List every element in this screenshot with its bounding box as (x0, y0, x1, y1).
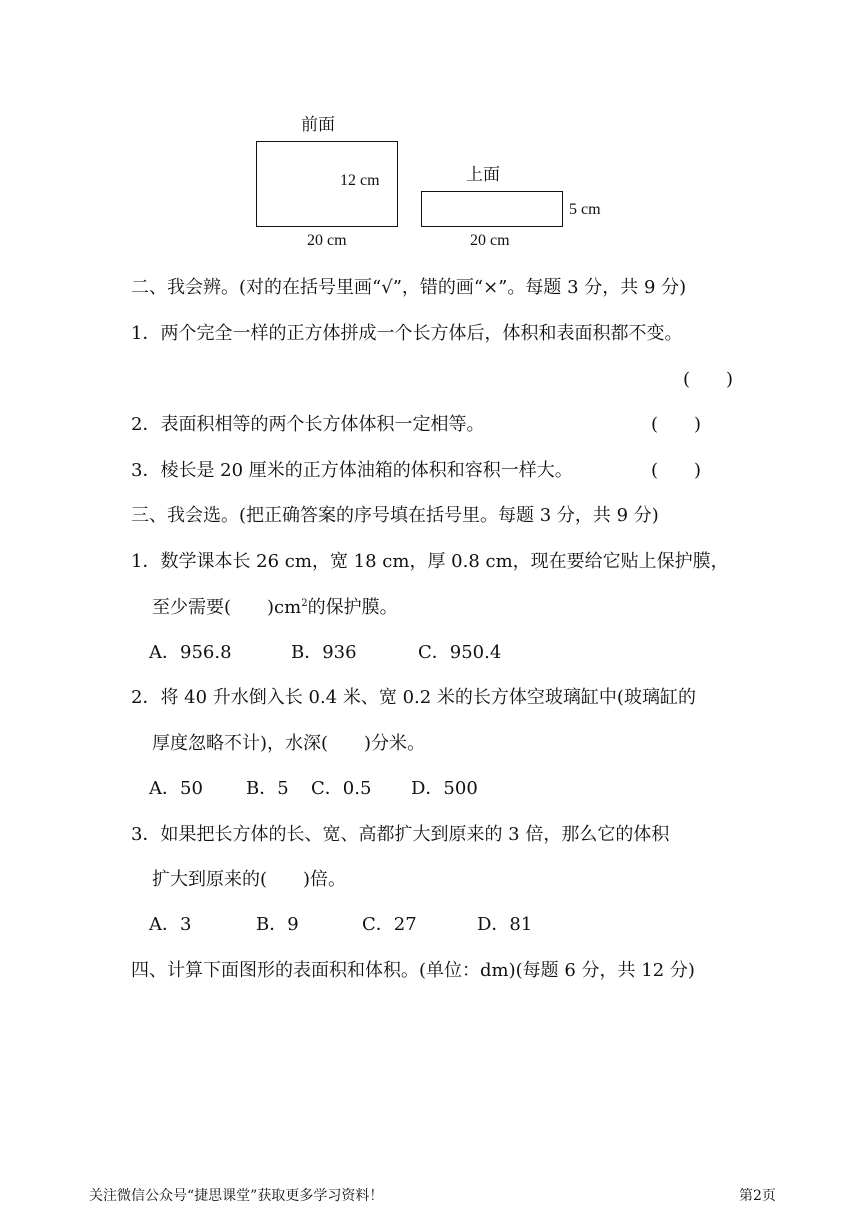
option-3-1-a: A．956.8 (149, 642, 232, 663)
page-number: 第2页 (739, 1188, 776, 1204)
section-3-question-3-line-1: 3．如果把长方体的长、宽、高都扩大到原来的 3 倍，那么它的体积 (131, 824, 670, 845)
option-3-3-d: D．81 (477, 914, 533, 935)
top-width-label: 20 cm (470, 232, 510, 249)
option-3-1-c: C．950.4 (418, 642, 502, 663)
section-2-heading: 二、我会辨。(对的在括号里画“√”，错的画“×”。每题 3 分，共 9 分) (131, 277, 687, 298)
section-2-question-3: 3．棱长是 20 厘米的正方体油箱的体积和容积一样大。 (131, 460, 573, 481)
q1-superscript: 2 (301, 598, 308, 609)
answer-bracket-2-2: ( ) (651, 414, 702, 435)
section-2-question-1: 1．两个完全一样的正方体拼成一个长方体后，体积和表面积都不变。 (131, 323, 683, 344)
q1-line-2-suffix: 的保护膜。 (307, 597, 398, 618)
section-3-heading: 三、我会选。(把正确答案的序号填在括号里。每题 3 分，共 9 分) (131, 505, 659, 526)
front-height-label: 12 cm (340, 172, 380, 189)
front-view-label: 前面 (301, 115, 335, 135)
option-3-1-b: B．936 (291, 642, 357, 663)
option-3-3-b: B．9 (256, 914, 299, 935)
option-3-2-d: D．500 (411, 778, 478, 799)
section-3-question-1-line-2 (152, 599, 398, 617)
option-3-3-a: A．3 (149, 914, 192, 935)
section-3-question-1-line-1: 1．数学课本长 26 cm，宽 18 cm，厚 0.8 cm，现在要给它贴上保护膜， (131, 551, 729, 572)
option-3-2-a: A．50 (149, 778, 203, 799)
option-3-2-c: C．0.5 (311, 778, 372, 799)
option-3-2-b: B．5 (246, 778, 289, 799)
section-3-question-3-line-2: 扩大到原来的( )倍。 (152, 869, 347, 890)
top-view-rectangle (421, 191, 563, 227)
section-4-heading: 四、计算下面图形的表面积和体积。(单位：dm)(每题 6 分，共 12 分) (131, 960, 695, 981)
section-3-question-2-line-1: 2．将 40 升水倒入长 0.4 米、宽 0.2 米的长方体空玻璃缸中(玻璃缸的 (131, 687, 696, 708)
q1-line-2-text: 至少需要( )cm (152, 597, 302, 618)
answer-bracket-2-1: ( ) (683, 369, 734, 390)
top-view-label: 上面 (466, 165, 500, 185)
answer-bracket-2-3: ( ) (651, 460, 702, 481)
section-2-question-2: 2．表面积相等的两个长方体体积一定相等。 (131, 414, 485, 435)
option-3-3-c: C．27 (362, 914, 417, 935)
top-height-label: 5 cm (569, 201, 601, 218)
section-3-question-2-line-2: 厚度忽略不计)，水深( )分米。 (152, 733, 426, 754)
footer-promo-text: 关注微信公众号“捷思课堂”获取更多学习资料！ (89, 1188, 384, 1204)
front-width-label: 20 cm (307, 232, 347, 249)
